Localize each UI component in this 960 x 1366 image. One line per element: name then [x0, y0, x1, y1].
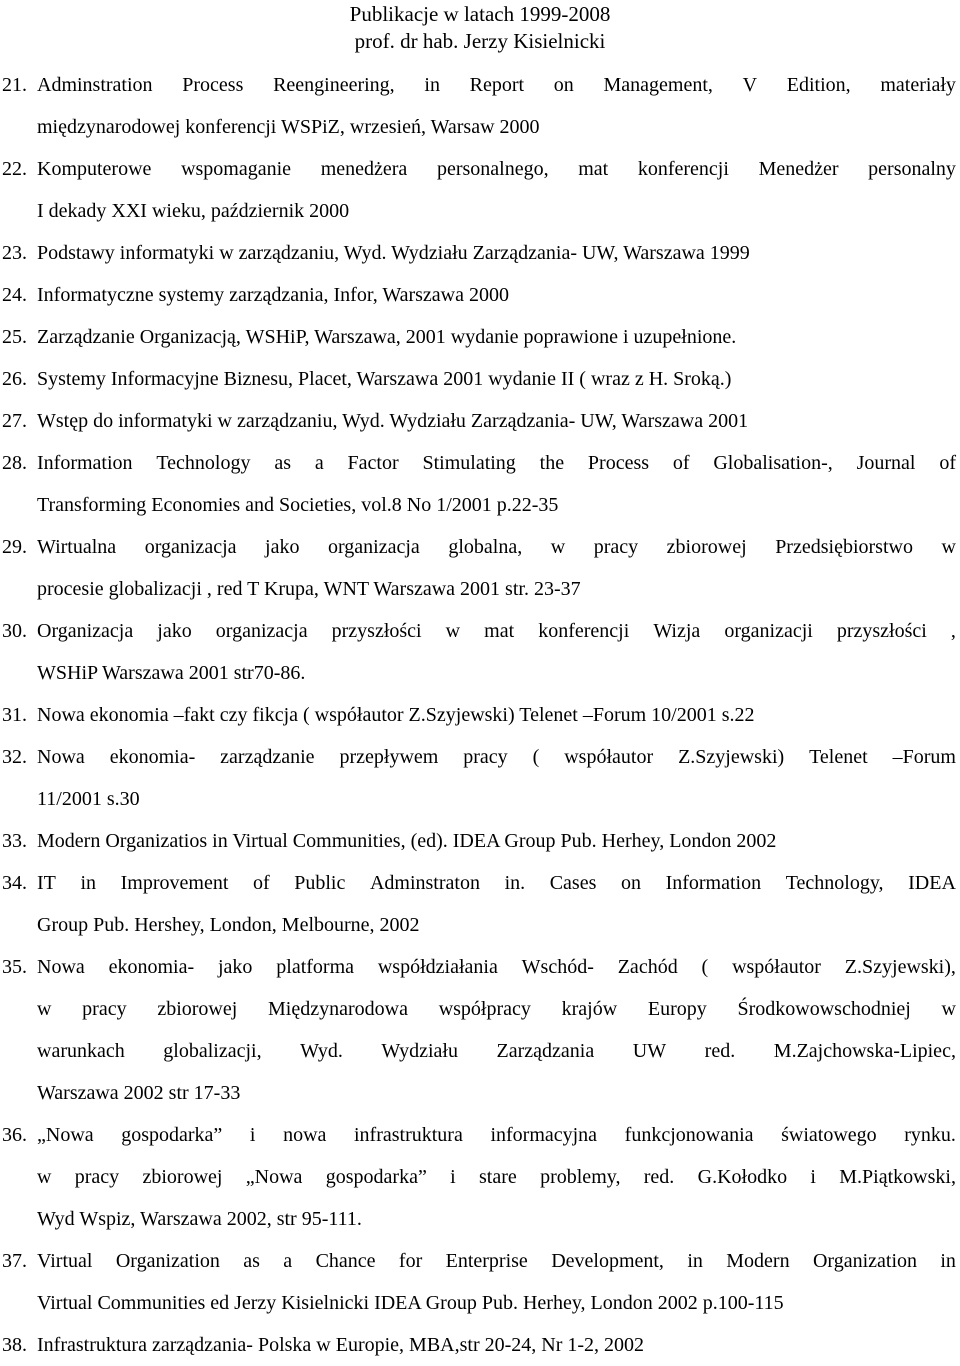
entry-text-line: Transforming Economies and Societies, vol.8 No 1/2001 p.22-35: [37, 494, 559, 516]
entry-text-line: w pracy zbiorowej „Nowa gospodarka” i stare problemy, red. G.Kołodko i M.Piątkowski,: [37, 1166, 956, 1188]
publication-entry: [0, 1114, 960, 1240]
publication-entry: [0, 1324, 960, 1366]
publication-entry: [0, 862, 960, 946]
entry-text-line: Zarządzanie Organizacją, WSHiP, Warszawa, 2001 wydanie poprawione i uzupełnione.: [37, 326, 737, 348]
entry-text-line: Virtual Communities ed Jerzy Kisielnicki IDEA Group Pub. Herhey, London 2002 p.100-115: [37, 1292, 784, 1314]
entry-text-line: w pracy zbiorowej Międzynarodowa współpracy krajów Europy Środkowowschodniej w: [37, 998, 956, 1020]
entry-number: 36.: [2, 1124, 27, 1146]
entry-text-line: Group Pub. Hershey, London, Melbourne, 2002: [37, 914, 420, 936]
entry-text-line: Information Technology as a Factor Stimulating the Process of Globalisation-, Journal of: [37, 452, 956, 474]
page-header: [0, 0, 960, 55]
publication-entry: [0, 358, 960, 400]
publication-entry: [0, 526, 960, 610]
entry-number: 37.: [2, 1250, 27, 1272]
entry-text-line: Warszawa 2002 str 17-33: [37, 1082, 241, 1104]
entry-text-line: „Nowa gospodarka” i nowa infrastruktura informacyjna funkcjonowania światowego rynku.: [37, 1124, 956, 1146]
entry-text-line: 11/2001 s.30: [37, 788, 140, 810]
entry-text-line: IT in Improvement of Public Adminstraton in. Cases on Information Technology, IDEA: [37, 872, 956, 894]
entry-number: 31.: [2, 704, 27, 726]
entry-text-line: Modern Organizatios in Virtual Communities, (ed). IDEA Group Pub. Herhey, London 2002: [37, 830, 777, 852]
publication-entry: [0, 610, 960, 694]
entry-text-line: międzynarodowej konferencji WSPiZ, wrzesień, Warsaw 2000: [37, 116, 540, 138]
entry-number: 34.: [2, 872, 27, 894]
entry-text-line: Komputerowe wspomaganie menedżera personalnego, mat konferencji Menedżer personalny: [37, 158, 956, 180]
entry-text-line: Nowa ekonomia –fakt czy fikcja ( współautor Z.Szyjewski) Telenet –Forum 10/2001 s.22: [37, 704, 755, 726]
entry-number: 22.: [2, 158, 27, 180]
entry-text-line: Wyd Wspiz, Warszawa 2002, str 95-111.: [37, 1208, 362, 1230]
publication-entry: [0, 820, 960, 862]
publication-list: [0, 64, 960, 1366]
entry-number: 27.: [2, 410, 27, 432]
publication-entry: [0, 232, 960, 274]
entry-text-line: I dekady XXI wieku, październik 2000: [37, 200, 350, 222]
entry-text-line: warunkach globalizacji, Wyd. Wydziału Zarządzania UW red. M.Zajchowska-Lipiec,: [37, 1040, 956, 1062]
entry-number: 29.: [2, 536, 27, 558]
header-title: Publikacje w latach 1999-2008: [349, 2, 611, 26]
entry-text-line: Nowa ekonomia- zarządzanie przepływem pracy ( współautor Z.Szyjewski) Telenet –Forum: [37, 746, 956, 768]
entry-number: 30.: [2, 620, 27, 642]
publication-entry: [0, 274, 960, 316]
entry-text-line: procesie globalizacji , red T Krupa, WNT Warszawa 2001 str. 23-37: [37, 578, 581, 600]
entry-number: 35.: [2, 956, 27, 978]
publication-entry: [0, 148, 960, 232]
entry-text-line: Wstęp do informatyki w zarządzaniu, Wyd. Wydziału Zarządzania- UW, Warszawa 2001: [37, 410, 749, 432]
entry-number: 26.: [2, 368, 27, 390]
entry-text-line: Organizacja jako organizacja przyszłości w mat konferencji Wizja organizacji przyszłości ,: [37, 620, 956, 642]
entry-number: 38.: [2, 1334, 27, 1356]
publication-entry: [0, 316, 960, 358]
entry-text-line: Podstawy informatyki w zarządzaniu, Wyd. Wydziału Zarządzania- UW, Warszawa 1999: [37, 242, 750, 264]
entry-number: 33.: [2, 830, 27, 852]
entry-number: 24.: [2, 284, 27, 306]
publication-entry: [0, 694, 960, 736]
entry-number: 32.: [2, 746, 27, 768]
entry-text-line: Virtual Organization as a Chance for Enterprise Development, in Modern Organization in: [37, 1250, 956, 1272]
publication-entry: [0, 946, 960, 1114]
entry-text-line: Nowa ekonomia- jako platforma współdziałania Wschód- Zachód ( współautor Z.Szyjewski),: [37, 956, 956, 978]
entry-number: 21.: [2, 74, 27, 96]
publication-entry: [0, 442, 960, 526]
entry-text-line: Wirtualna organizacja jako organizacja globalna, w pracy zbiorowej Przedsiębiorstwo w: [37, 536, 956, 558]
entry-text-line: Systemy Informacyjne Biznesu, Placet, Warszawa 2001 wydanie II ( wraz z H. Sroką.): [37, 368, 732, 390]
entry-text-line: Informatyczne systemy zarządzania, Infor, Warszawa 2000: [37, 284, 510, 306]
publication-entry: [0, 736, 960, 820]
entry-text-line: Infrastruktura zarządzania- Polska w Europie, MBA,str 20-24, Nr 1-2, 2002: [37, 1334, 645, 1356]
entry-number: 25.: [2, 326, 27, 348]
entry-number: 28.: [2, 452, 27, 474]
header-author: prof. dr hab. Jerzy Kisielnicki: [354, 29, 606, 53]
entry-number: 23.: [2, 242, 27, 264]
entry-text-line: Adminstration Process Reengineering, in Report on Management, V Edition, materiały: [37, 74, 956, 96]
entry-text-line: WSHiP Warszawa 2001 str70-86.: [37, 662, 306, 684]
publication-entry: [0, 400, 960, 442]
publication-entry: [0, 64, 960, 148]
publication-entry: [0, 1240, 960, 1324]
